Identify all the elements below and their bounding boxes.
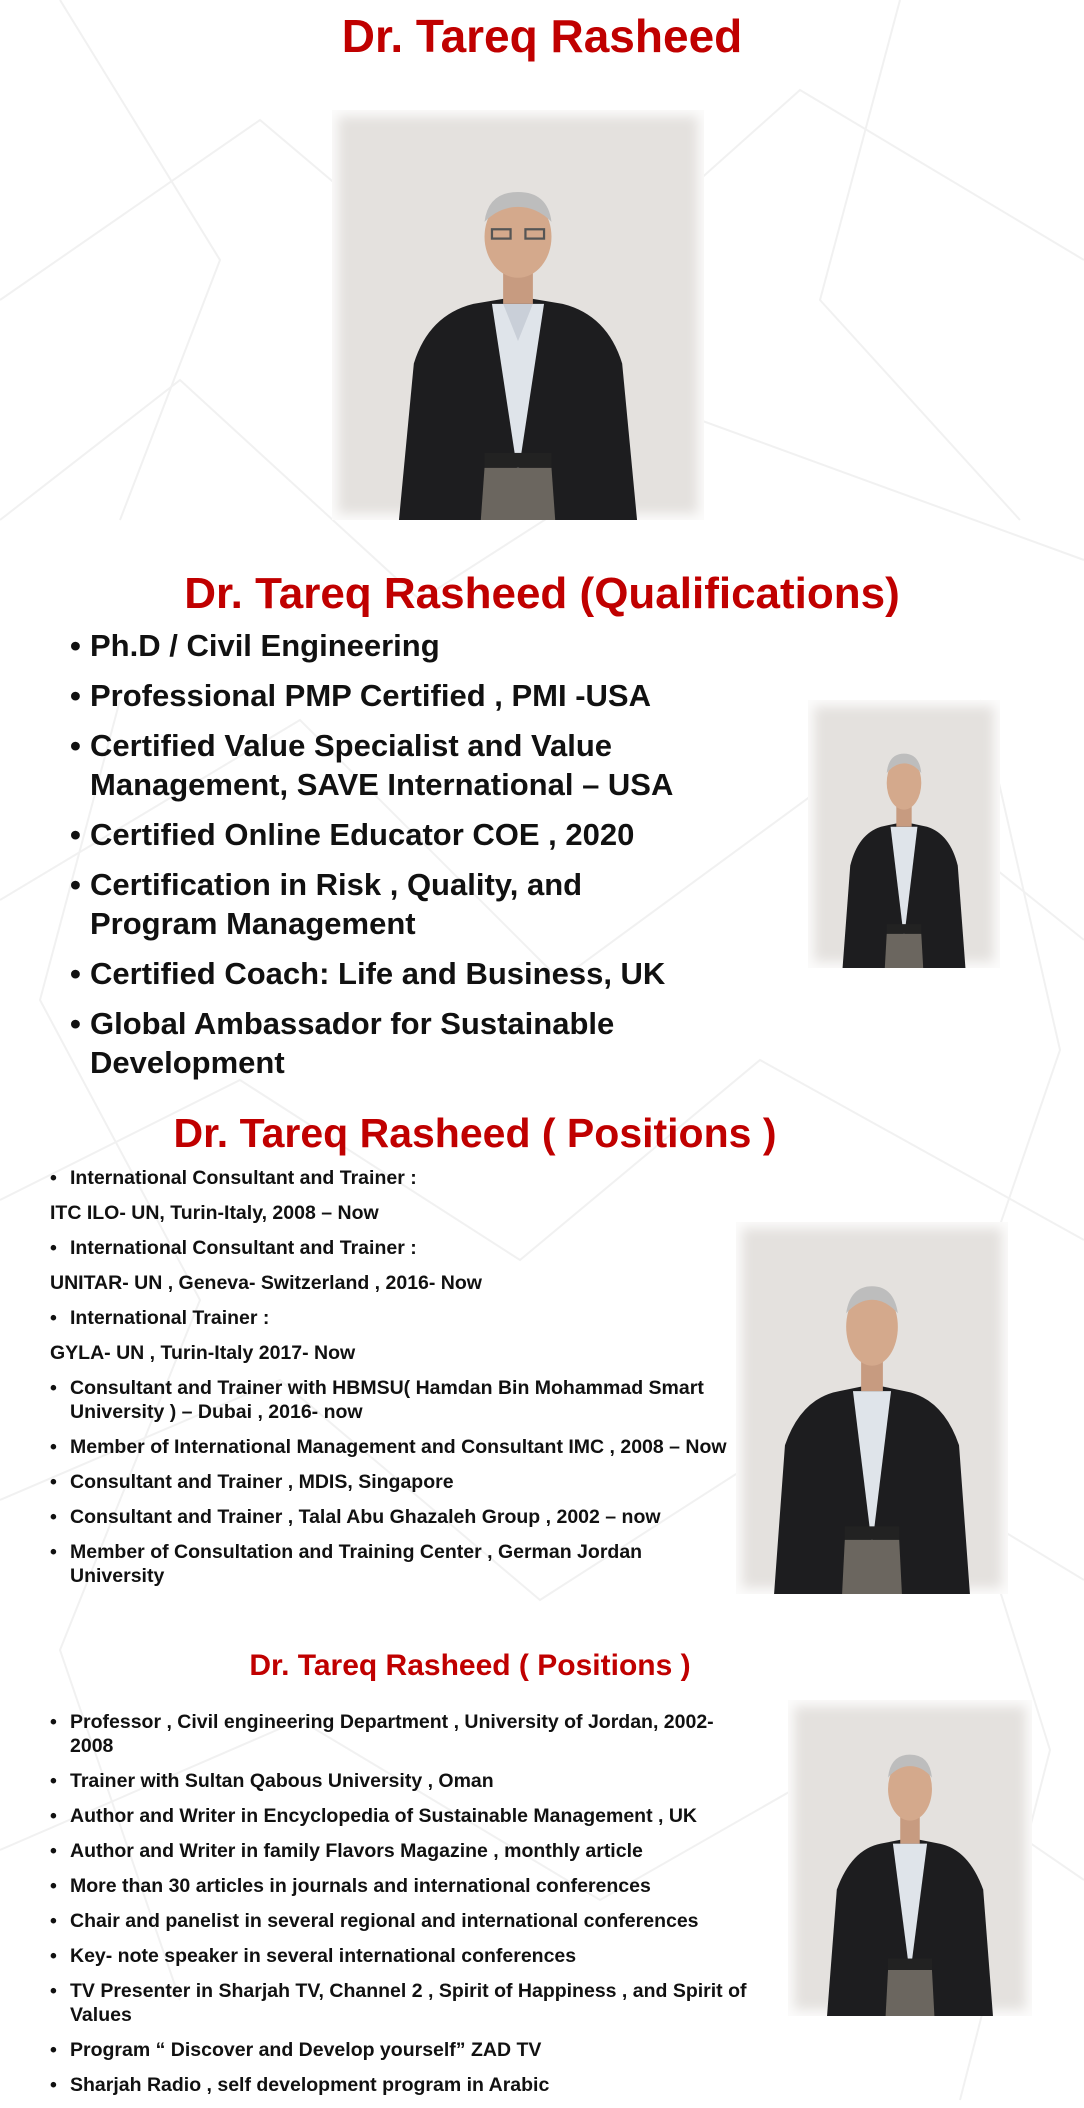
portrait-photo-positions-2 (788, 1700, 1032, 2016)
list-item: • More than 30 articles in journals and international conferences (50, 1875, 651, 1897)
list-item: • Program “ Discover and Develop yourself” ZAD TV (50, 2039, 542, 2061)
qualifications-list (70, 626, 710, 1093)
list-item: • Key- note speaker in several international conferences (50, 1945, 577, 1967)
list-item: • Trainer with Sultan Qabous University , Oman (50, 1770, 494, 1792)
person-portrait-image (808, 700, 1000, 968)
list-item: • Consultant and Trainer , Talal Abu Ghazaleh Group , 2002 – now (50, 1506, 661, 1528)
list-item: • Professional PMP Certified , PMI -USA (70, 678, 651, 713)
positions-list-1 (50, 1166, 730, 1599)
portrait-photo-large (332, 110, 704, 520)
list-item: • Consultant and Trainer with HBMSU( Hamdan Bin Mohammad Smart University ) – Dubai , 2016- now (50, 1377, 704, 1423)
list-item: • Professor , Civil engineering Department , University of Jordan, 2002-2008 (50, 1711, 714, 1757)
list-item: • Author and Writer in family Flavors Magazine , monthly article (50, 1840, 643, 1862)
main-title: Dr. Tareq Rasheed (341, 10, 743, 62)
list-item: • International Consultant and Trainer : (50, 1167, 417, 1189)
list-item: • TV Presenter in Sharjah TV, Channel 2 , Spirit of Happiness , and Spirit of Values (50, 1980, 747, 2026)
list-item: • Member of International Management and Consultant IMC , 2008 – Now (50, 1436, 727, 1458)
list-item: • Author and Writer in Encyclopedia of Sustainable Management , UK (50, 1805, 697, 1827)
positions-title-2: Dr. Tareq Rasheed ( Positions ) (249, 1649, 691, 1682)
person-portrait-image (736, 1222, 1008, 1594)
list-item: ITC ILO- UN, Turin-Italy, 2008 – Now (50, 1202, 379, 1224)
list-item: • Ph.D / Civil Engineering (70, 628, 440, 663)
list-item: • International Trainer : (50, 1307, 270, 1329)
positions-title-1: Dr. Tareq Rasheed ( Positions ) (173, 1110, 777, 1156)
person-portrait-image (332, 110, 704, 520)
qualifications-title: Dr. Tareq Rasheed (Qualifications) (184, 569, 900, 618)
list-item: GYLA- UN , Turin-Italy 2017- Now (50, 1342, 356, 1364)
list-item: • Member of Consultation and Training Center , German Jordan University (50, 1541, 643, 1587)
list-item: • Sharjah Radio , self development program in Arabic (50, 2074, 550, 2096)
list-item: • Certification in Risk , Quality, and Program Management (70, 867, 583, 941)
list-item: UNITAR- UN , Geneva- Switzerland , 2016- Now (50, 1272, 482, 1294)
person-portrait-image (788, 1700, 1032, 2016)
portrait-photo-qualifications (808, 700, 1000, 968)
list-item: • Global Ambassador for Sustainable Development (70, 1006, 615, 1080)
list-item: • Certified Value Specialist and Value Management, SAVE International – USA (70, 728, 674, 802)
portrait-photo-positions-1 (736, 1222, 1008, 1594)
positions-list-2 (50, 1710, 750, 2108)
list-item: • Chair and panelist in several regional and international conferences (50, 1910, 699, 1932)
list-item: • International Consultant and Trainer : (50, 1237, 417, 1259)
list-item: • Consultant and Trainer , MDIS, Singapore (50, 1471, 454, 1493)
list-item: • Certified Coach: Life and Business, UK (70, 956, 666, 991)
list-item: • Certified Online Educator COE , 2020 (70, 817, 635, 852)
